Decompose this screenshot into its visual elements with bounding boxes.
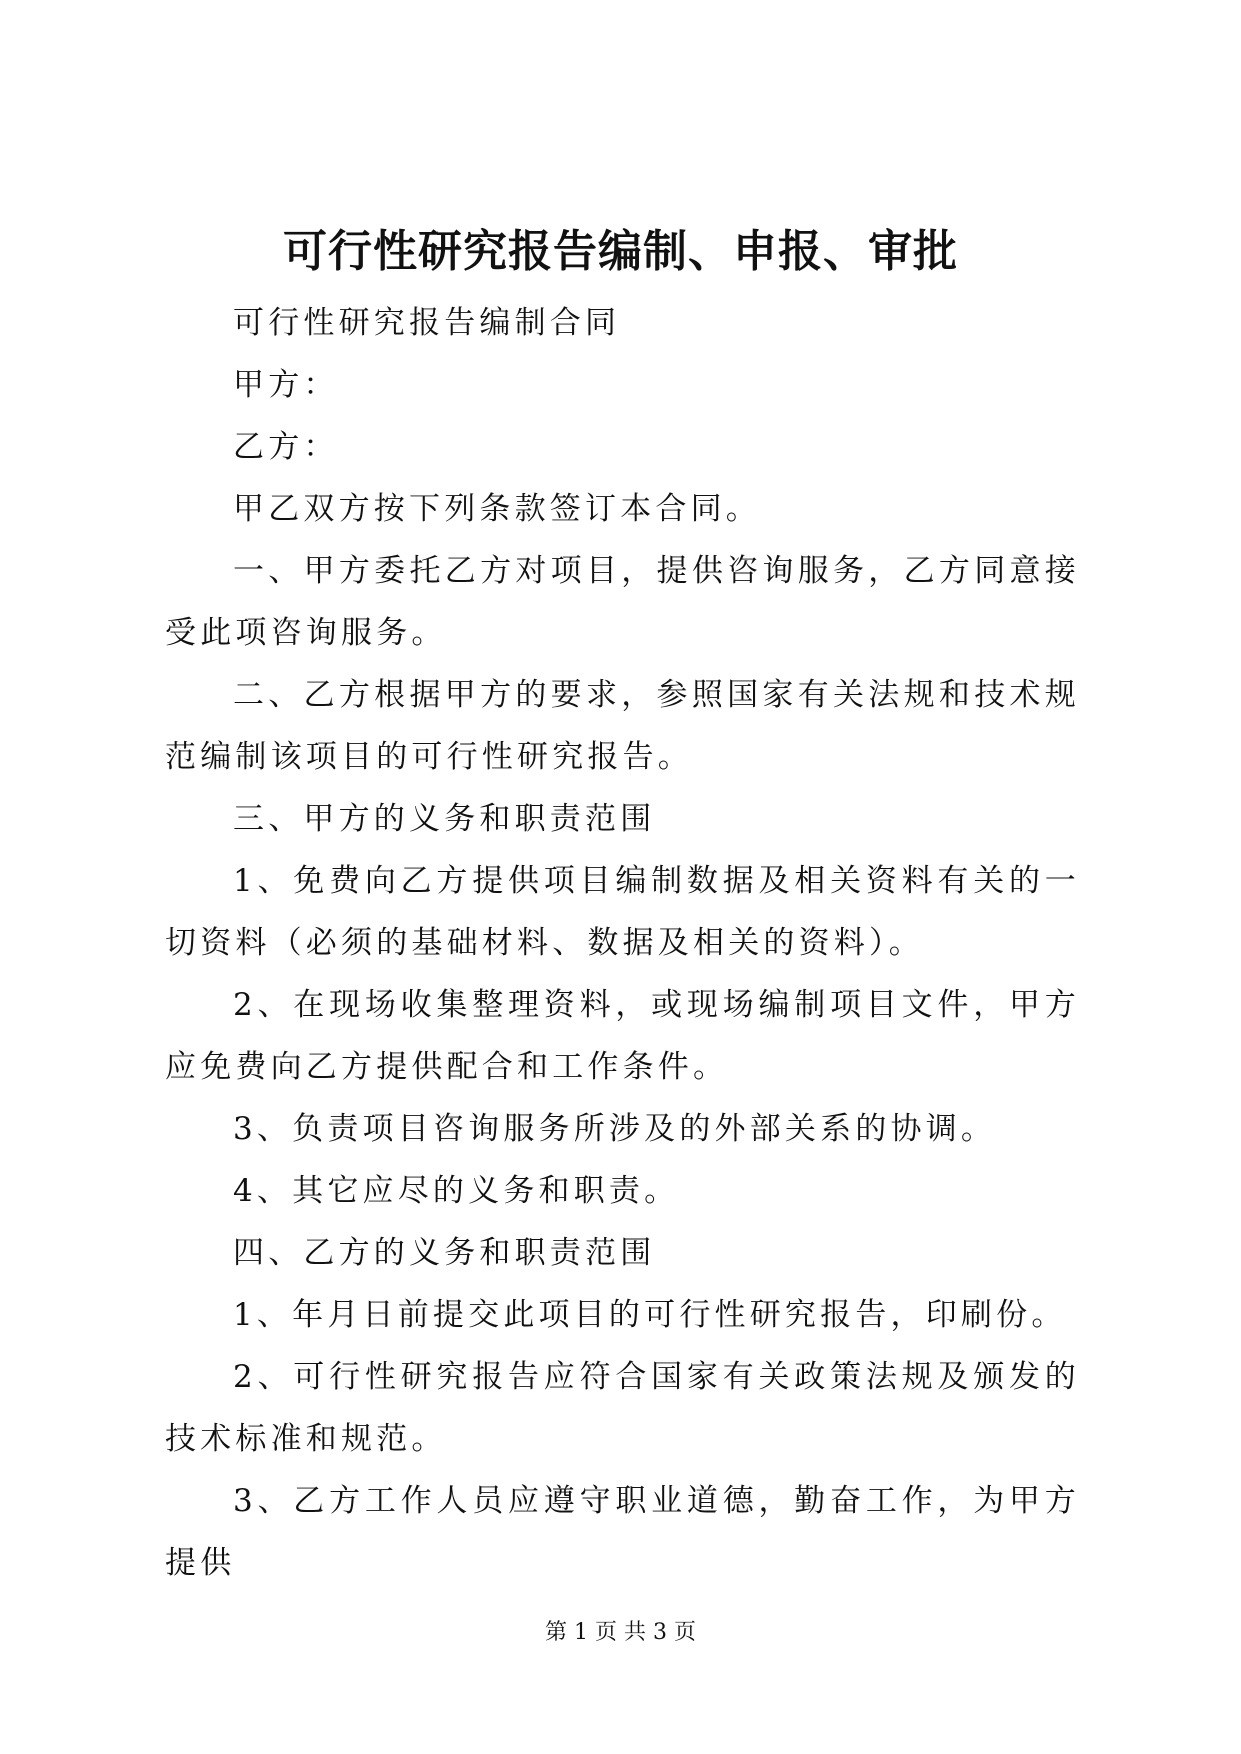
paragraph-contract-name: 可行性研究报告编制合同 [233, 305, 621, 341]
document-body [165, 292, 1080, 1594]
paragraph-section-3-item-1: 1、免费向乙方提供项目编制数据及相关资料有关的一切资料（必须的基础材料、数据及相关的资料）。 [165, 863, 1080, 961]
paragraph-section-3-item-4: 4、其它应尽的义务和职责。 [233, 1173, 680, 1209]
paragraph-party-a: 甲方： [233, 367, 339, 403]
paragraph-section-3-item-3: 3、负责项目咨询服务所涉及的外部关系的协调。 [233, 1111, 997, 1147]
paragraph-party-b: 乙方： [233, 429, 339, 465]
paragraph-section-4-item-1: 1、年月日前提交此项目的可行性研究报告，印刷份。 [233, 1297, 1067, 1333]
paragraph-section-4-item-3: 3、乙方工作人员应遵守职业道德，勤奋工作，为甲方提供 [165, 1483, 1080, 1581]
page-footer: 第 1 页 共 3 页 [545, 1620, 696, 1645]
paragraph-section-3-heading: 三、甲方的义务和职责范围 [233, 801, 656, 837]
paragraph-clause-1: 一、甲方委托乙方对项目，提供咨询服务，乙方同意接受此项咨询服务。 [165, 553, 1080, 651]
paragraph-clause-2: 二、乙方根据甲方的要求，参照国家有关法规和技术规范编制该项目的可行性研究报告。 [165, 677, 1080, 775]
paragraph-section-4-heading: 四、乙方的义务和职责范围 [233, 1235, 656, 1271]
paragraph-section-4-item-2: 2、可行性研究报告应符合国家有关政策法规及颁发的技术标准和规范。 [165, 1359, 1080, 1457]
paragraph-section-3-item-2: 2、在现场收集整理资料，或现场编制项目文件，甲方应免费向乙方提供配合和工作条件。 [165, 987, 1080, 1085]
paragraph-intro: 甲乙双方按下列条款签订本合同。 [233, 491, 761, 527]
document-title: 可行性研究报告编制、申报、审批 [283, 226, 958, 277]
